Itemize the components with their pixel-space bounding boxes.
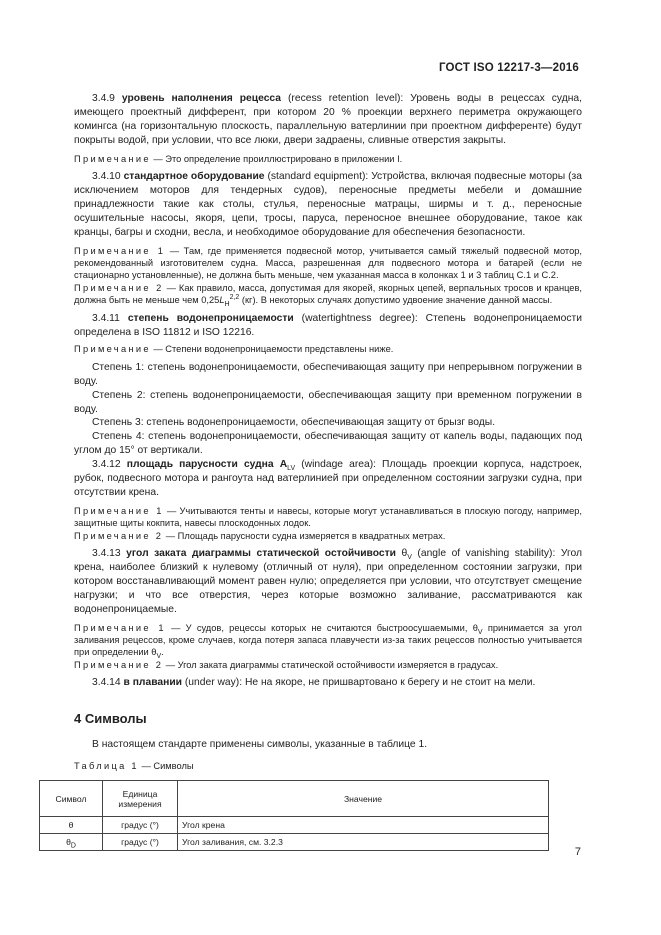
definition-3-4-13: 3.4.13 угол заката диаграммы статической остойчивости $\theta_V$ (angle of vanishing stability): Угол крена, наиболее близкий к нулевому (отличный от нуля), при определенном состоянии загрузки, при котором восстанавливающий момент равен нулю; определяется при условии, что отсутствует смещение нагрузки; и что все отверстия, через которые возможно заливание, рассматриваются как водонепроницаемые. bbox=[74, 548, 582, 615]
page-body bbox=[55, 92, 582, 851]
note-3-4-13-2: Примечание 2 — Угол заката диаграммы статической остойчивости измеряется в градусах. bbox=[74, 659, 499, 670]
header-unit: Единица измерения bbox=[103, 781, 178, 817]
definition-3-4-11: 3.4.11 степень водонепроницаемости (watertightness degree): Степень водонепроницаемости определена в ISO 11812 и ISO 12216. bbox=[74, 312, 582, 338]
definition-3-4-10: 3.4.10 стандартное оборудование (standard equipment): Устройства, включая подвесные моторы (за исключением моторов для тендерных судов), переносные предметы мебели и домашние принадлежности такие как столы, стулья, переносные матрацы, ширмы и т. д., переносные осушительные насосы, якоря, цепи, тросы, паруса, переносное внешнее оборудование, такое как кранцы, багры и сходни, весла, и необходимое оборудование для обеспечения безопасности. bbox=[74, 171, 582, 238]
term: угол заката диаграммы статической остойчивости bbox=[126, 548, 396, 560]
term: уровень наполнения рецесса bbox=[121, 93, 282, 104]
symbols-table bbox=[39, 780, 549, 851]
term: в плавании bbox=[123, 677, 182, 689]
degree-4: Степень 4: степень водонепроницаемости, обеспечивающая защиту от капель воды, падающих под углом до 15° от вертикали. bbox=[74, 431, 582, 457]
note-3-4-10-2: Примечание 2 — Как правило, масса, допустимая для якорей, якорных цепей, верпальных тросов и кранцев, должна быть не меньше чем $0,25L_H^{2,2}$ (кг). В некоторых случаях допустимо удвоение значение данной массы. bbox=[74, 282, 582, 309]
cell-meaning: Угол заливания, см. 3.2.3 bbox=[178, 834, 549, 851]
degree-2: Степень 2: степень водонепроницаемости, обеспечивающая защиту при временном погружении в воду. bbox=[74, 389, 582, 415]
cell-unit: градус (°) bbox=[103, 817, 178, 834]
definition-3-4-14: 3.4.14 в плавании (under way): Не на якоре, не пришвартовано к берегу и не стоит на мели. bbox=[92, 677, 536, 689]
definition-3-4-9: 3.4.9 уровень наполнения рецесса (recess retention level): Уровень воды в рецессах судна, имеющего проектный дифферент, при котором 20 % проекции верхнего периметра окружающего комингса (на горизонтальную плоскость, параллельную ватерлинии при проектном дифференте) будут покрыты водой, при условии, что все люки, двери задраены, сливные отверстия закрыты. bbox=[74, 93, 582, 146]
table-row bbox=[40, 817, 549, 834]
note-3-4-13-1: Примечание 1 — У судов, рецессы которых не считаются быстроосушаемыми, $\theta_V$ принимается за угол заливания рецессов, кроме случаев, когда потеря запаса плавучести из-за таких рецессов полностью учитывается при определении $\theta_V$. bbox=[74, 622, 582, 661]
term: площадь парусности судна bbox=[126, 459, 280, 471]
document-header: ГОСТ ISO 12217-3—2016 bbox=[438, 62, 579, 74]
cell-symbol: $\theta_D$ bbox=[40, 834, 103, 851]
definition-3-4-12: 3.4.12 площадь парусности судна $A_{LV}$ (windage area): Площадь проекции корпуса, надстроек, рубок, подвесного мотора и рангоута над ватерлинией при определенном состоянии загрузки судна, при отсутствии крена. bbox=[74, 459, 582, 498]
table-caption: Таблица 1 — Символы bbox=[74, 761, 194, 772]
page-number: 7 bbox=[574, 846, 581, 858]
table-row bbox=[40, 834, 549, 851]
note-3-4-12-1: Примечание 1 — Учитываются тенты и навесы, которые могут устанавливаться в плоскую погоду, например, защитные щиты кокпита, навесы плоскодонных лодок. bbox=[74, 505, 582, 529]
degree-3: Степень 3: степень водонепроницаемости, обеспечивающая защиту от брызг воды. bbox=[92, 417, 496, 429]
note-3-4-11: Примечание — Степени водонепроницаемости представлены ниже. bbox=[74, 344, 394, 355]
note-3-4-12-2: Примечание 2 — Площадь парусности судна измеряется в квадратных метрах. bbox=[74, 530, 446, 541]
section-4-intro: В настоящем стандарте применены символы, указанные в таблице 1. bbox=[92, 739, 428, 751]
cell-meaning: Угол крена bbox=[178, 817, 549, 834]
term: стандартное оборудование bbox=[123, 171, 265, 183]
term: степень водонепроницаемости bbox=[127, 312, 294, 324]
header-symbol: Символ bbox=[40, 781, 103, 817]
degree-1: Степень 1: степень водонепроницаемости, обеспечивающая защиту при непрерывном погружении в воду. bbox=[74, 361, 582, 387]
section-4-heading: 4 Символы bbox=[74, 711, 147, 727]
note-3-4-9: Примечание — Это определение проиллюстрировано в приложении I. bbox=[74, 153, 403, 164]
table-header-row bbox=[40, 781, 549, 817]
note-3-4-10-1: Примечание 1 — Там, где применяется подвесной мотор, учитывается самый тяжелый подвесной мотор, рекомендованный изготовителем судна. Масса, разрешенная для подвесного мотора и батарей (если не стационарно установленные), не должна быть меньше, чем указанная масса в колонках 1 и 3 таблиц С.1 и С.2. bbox=[74, 245, 582, 281]
header-meaning: Значение bbox=[178, 781, 549, 817]
cell-symbol: θ bbox=[40, 817, 103, 834]
cell-unit: градус (°) bbox=[103, 834, 178, 851]
